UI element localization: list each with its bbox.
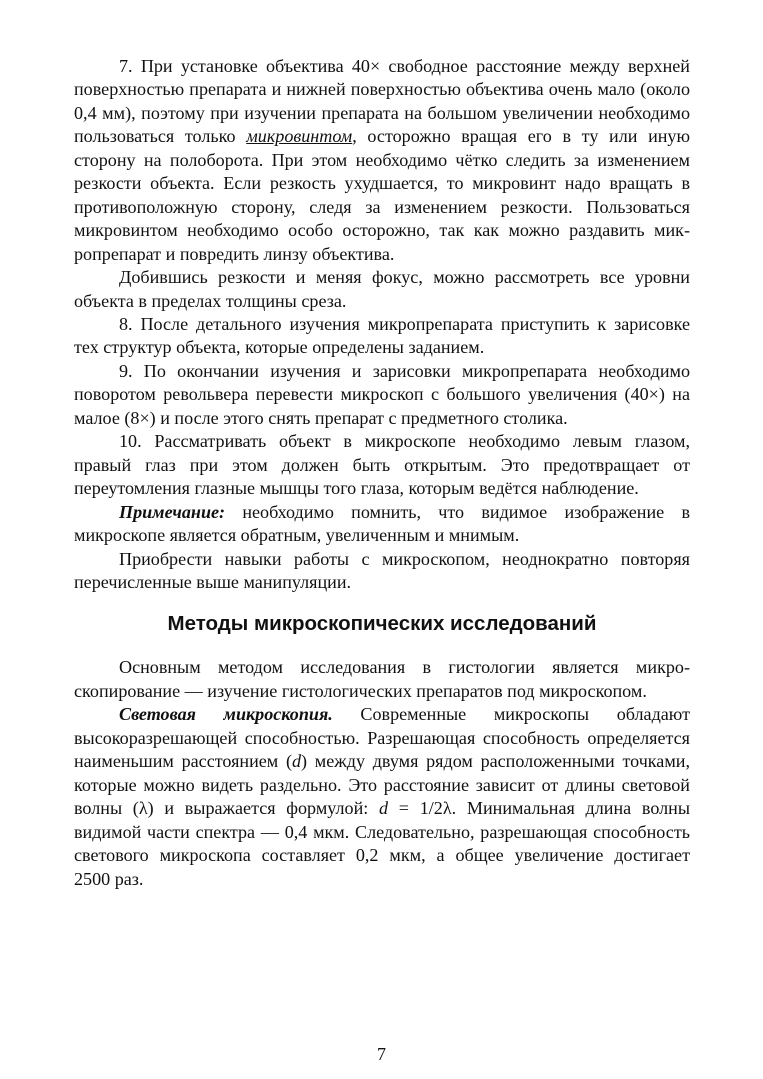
term-microvint: микровинтом <box>246 126 353 147</box>
distance-symbol: d <box>292 751 302 772</box>
paragraph-step-9: 9. По окончании изучения и зарисовки микропрепарата необходимо поворотом револьвера перевести микроскоп с большого увеличения (40×) на малое (8×) и после этого снять препарат с предметного столика. <box>74 360 690 428</box>
light-microscopy-label: Световая микроскопия. <box>119 704 333 725</box>
paragraph-note <box>74 501 690 548</box>
note-text: необходимо помнить, что видимое изображение в микроскопе является обратным, увеличенным и мнимым. <box>74 501 690 546</box>
paragraph-step-8: 8. После детального изучения микропрепарата приступить к зарисовке тех структур объекта, которые определены заданием. <box>74 313 690 358</box>
step-7-text-end: , осторожно вращая его в ту или иную сторону на полоборота. При этом необходимо чётко следить за изменением резкости объекта. Если резкость ухудшается, то микровинт надо вращать в противоположную сторону, следя за изменением резкости. Пользоваться микровинтом необходимо особо осторожно, так как можно раздавить микропрепарат и повредить линзу объектива. <box>74 126 690 264</box>
paragraph-light-microscopy <box>74 703 690 891</box>
formula-symbol: d <box>379 798 389 819</box>
note-label: Примечание: <box>119 501 226 522</box>
paragraph-step-7 <box>74 55 690 266</box>
page-number: 7 <box>377 1044 386 1064</box>
section-heading: Методы микроскопических исследований <box>167 612 597 636</box>
light-microscopy-text-3: = 1/2λ. Минимальная длина волны видимой части спектра — 0,4 мкм. Следовательно, разрешающая способность светового микроскопа составляет 0,2 мкм, а общее увеличение достигает 2500 раз. <box>74 798 690 889</box>
step-7-text-start: 7. При установке объектива 40× свободное расстояние между верхней поверхностью препарата и нижней поверхностью объектива очень мало (около 0,4 мм), поэтому при изучении препарата на большом увеличении необходимо пользоваться только <box>74 56 690 147</box>
paragraph-skills: Приобрести навыки работы с микроскопом, неоднократно повторяя перечисленные выше манипуляции. <box>74 548 690 592</box>
light-microscopy-text-2: ) между двумя рядом расположенными точками, которые можно видеть раздельно. Это расстояние зависит от длины световой волны (λ) и выражается формулой: <box>74 751 690 819</box>
paragraph-methods-intro: Основным методом исследования в гистологии является микроскопирование — изучение гистологических препаратов под микроскопом. <box>74 657 690 701</box>
paragraph-focus: Добившись резкости и меняя фокус, можно рассмотреть все уровни объекта в пределах толщины среза. <box>74 267 690 311</box>
light-microscopy-text-1: Современные микроскопы обладают высокоразрешающей способностью. Разрешающая способность определяется наименьшим расстоянием ( <box>74 704 690 772</box>
paragraph-step-10: 10. Рассматривать объект в микроскопе необходимо левым глазом, правый глаз при этом должен быть открытым. Это предотвращает от переутомления глазные мышцы того глаза, которым ведётся наблюдение. <box>74 431 690 499</box>
page-content <box>74 55 690 891</box>
